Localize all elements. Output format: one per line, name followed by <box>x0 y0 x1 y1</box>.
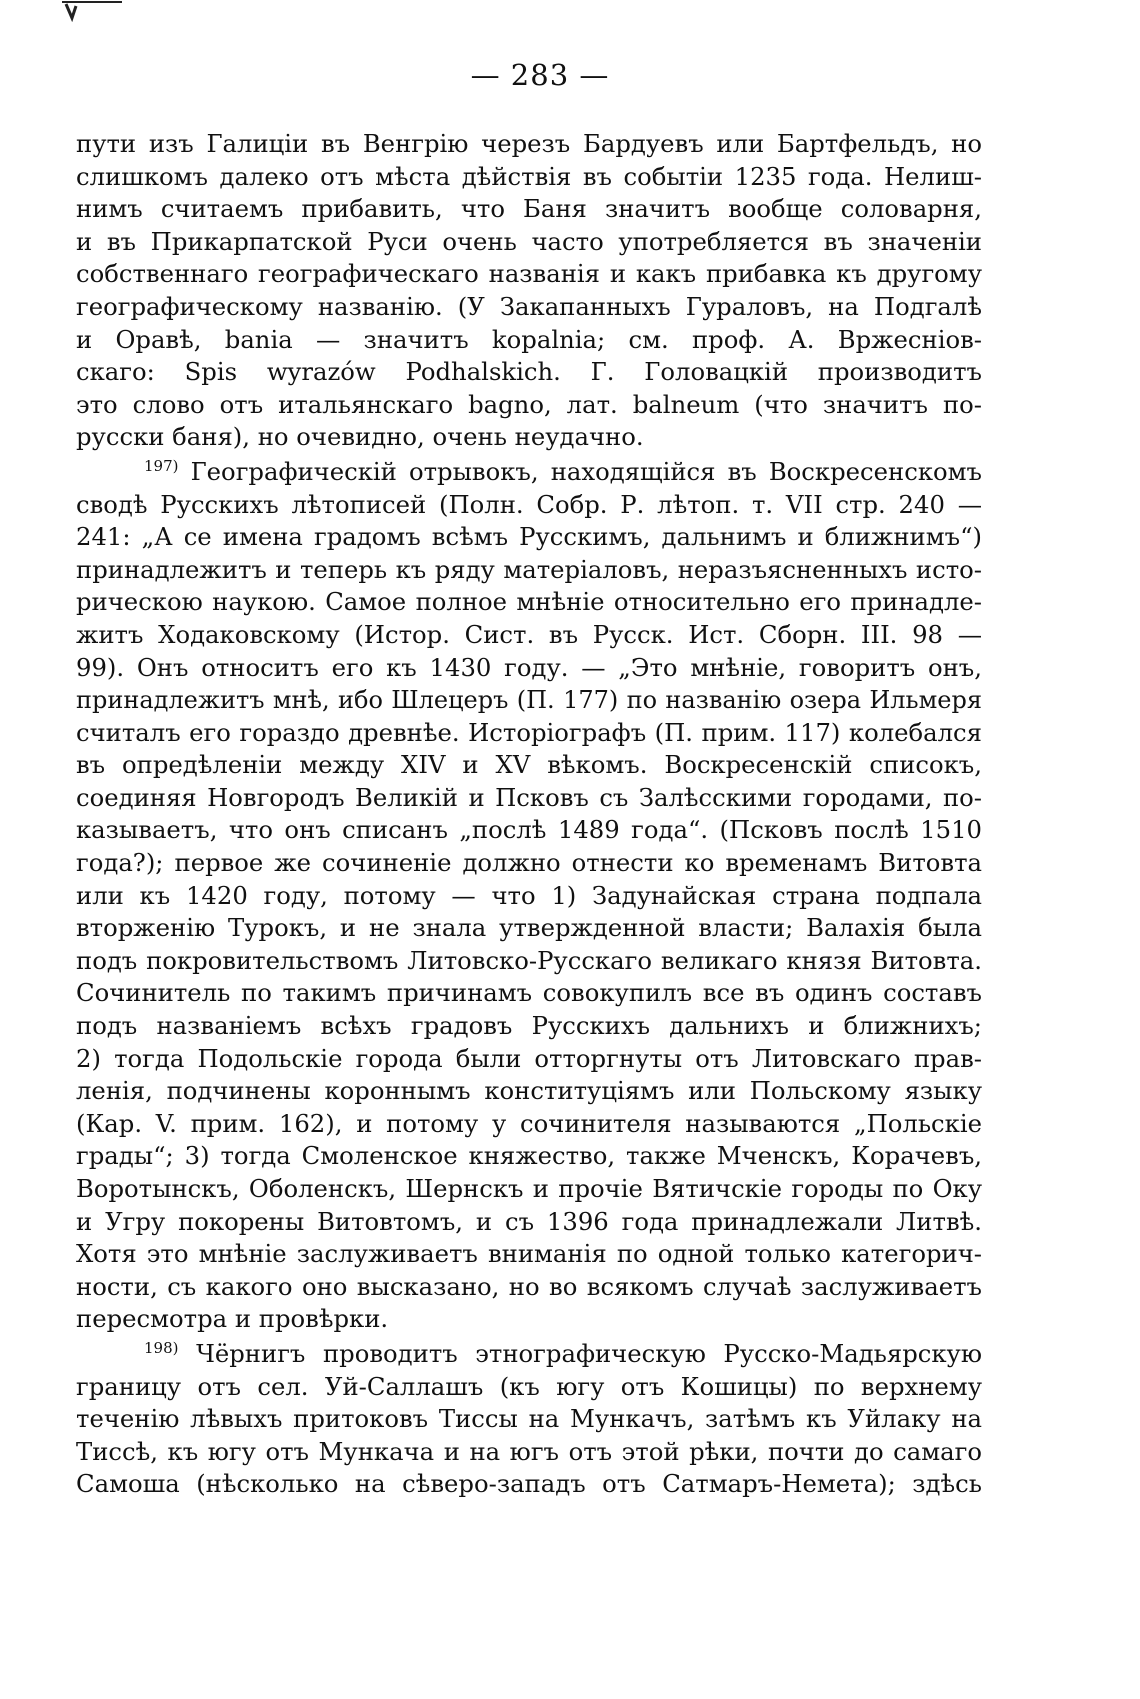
text-line: 99). Онъ относитъ его къ 1430 году. — „Это мнѣніе, говоритъ онъ, <box>76 652 982 682</box>
text-line: Хотя это мнѣніе заслуживаетъ вниманія по одной только категорич- <box>76 1239 982 1269</box>
text-line: житъ Ходаковскому (Истор. Сист. въ Русск. Ист. Сборн. III. 98 — <box>76 619 982 649</box>
text-line: ленія, подчинены короннымъ конституціямъ или Польскому языку <box>76 1076 982 1106</box>
text-line: географическому названію. (У Закапанныхъ Гураловъ, на Подгалѣ <box>76 291 982 321</box>
text-line: (Кар. V. прим. 162), и потому у сочинителя называются „Польскіе <box>76 1108 982 1138</box>
text-line: считалъ его гораздо древнѣе. Исторіографъ (П. прим. 117) колебался <box>76 717 982 747</box>
text-line: 241: „А се имена градомъ всѣмъ Русскимъ, дальнимъ и ближнимъ“) <box>76 522 982 552</box>
text-line: казываетъ, что онъ списанъ „послѣ 1489 года“. (Псковъ послѣ 1510 <box>76 815 982 845</box>
footnote-197 <box>76 456 982 1336</box>
page-number: — 283 — <box>470 58 610 92</box>
text-line: грады“; 3) тогда Смоленское княжество, также Мченскъ, Корачевъ, <box>76 1141 982 1171</box>
text-line: и Угру покорены Витовтомъ, и съ 1396 года принадлежали Литвѣ. <box>76 1206 982 1236</box>
text-line: Воротынскъ, Оболенскъ, Шернскъ и прочіе Вятичскіе городы по Оку <box>76 1174 982 1203</box>
footnote-first-line <box>76 456 982 489</box>
text-line: подъ покровительствомъ Литовско-Русскаго великаго князя Витовта. <box>76 945 982 975</box>
text-line: года?); первое же сочиненіе должно отнести ко временамъ Витовта <box>76 848 982 878</box>
text-line: границу отъ сел. Уй-Саллашъ (къ югу отъ Кошицы) по верхнему <box>76 1371 982 1401</box>
footnote-text: Чёрнигъ проводитъ этнографическую Русско-Мадьярскую <box>196 1338 982 1368</box>
text-line: скаго: Spis wyrazów Podhalskich. Г. Головацкій производитъ <box>76 357 982 387</box>
text-line: принадлежитъ мнѣ, ибо Шлецеръ (П. 177) по названію озера Ильмеря <box>76 686 982 715</box>
footnote-198 <box>76 1338 982 1501</box>
text-line: подъ названіемъ всѣхъ градовъ Русскихъ дальнихъ и ближнихъ; <box>76 1011 982 1041</box>
text-line: ности, съ какого оно высказано, но во всякомъ случаѣ заслуживаетъ <box>76 1271 982 1301</box>
text-line: вторженію Турокъ, и не знала утвержденной власти; Валахія была <box>76 913 982 943</box>
text-line: и Оравѣ, bania — значитъ kopalnia; см. проф. А. Вржесніов- <box>76 324 982 354</box>
footnote-marker: 197) <box>144 456 179 475</box>
text-line: слишкомъ далеко отъ мѣста дѣйствія въ событіи 1235 года. Нелиш- <box>76 161 982 191</box>
text-line: теченію лѣвыхъ притоковъ Тиссы на Мункачъ, затѣмъ къ Уйлаку на <box>76 1404 982 1434</box>
text-line: пути изъ Галиціи въ Венгрію черезъ Бардуевъ или Бартфельдъ, но <box>76 129 982 158</box>
text-line: Тиссѣ, къ югу отъ Мункача и на югъ отъ этой рѣки, почти до самаго <box>76 1436 982 1466</box>
text-line: соединяя Новгородъ Великій и Псковъ съ Залѣсскими городами, по- <box>76 782 982 812</box>
text-line: это слово отъ итальянскаго bagno, лат. balneum (что значитъ по- <box>76 389 982 419</box>
footnote-first-line <box>76 1338 982 1371</box>
text-line: Самоша (нѣсколько на сѣверо-западъ отъ Сатмаръ-Немета); здѣсь <box>76 1469 982 1499</box>
page-body <box>76 128 982 1501</box>
text-line: 2) тогда Подольскіе города были отторгнуты отъ Литовскаго прав- <box>76 1043 982 1073</box>
footnote-text: Географическій отрывокъ, находящійся въ Воскресенскомъ <box>190 456 982 486</box>
text-line: рическою наукою. Самое полное мнѣніе относительно его принадле- <box>76 587 982 617</box>
text-line: русски баня), но очевидно, очень неудачно. <box>76 422 644 452</box>
footnote-marker: 198) <box>144 1338 179 1357</box>
text-line: или къ 1420 году, потому — что 1) Задунайская страна подпала <box>76 880 982 910</box>
text-line: пересмотра и провѣрки. <box>76 1304 389 1334</box>
paragraph-continuation <box>76 128 982 454</box>
text-line: собственнаго географическаго названія и какъ прибавка къ другому <box>76 259 982 289</box>
text-line: сводѣ Русскихъ лѣтописей (Полн. Собр. Р. лѣтоп. т. VII стр. 240 — <box>76 489 982 519</box>
text-line: Сочинитель по такимъ причинамъ совокупилъ все въ одинъ составъ <box>76 978 982 1008</box>
text-line: принадлежитъ и теперь къ ряду матеріаловъ, неразъясненныхъ исто- <box>76 554 982 584</box>
corner-ink-mark <box>60 0 130 22</box>
text-line: нимъ считаемъ прибавить, что Баня значитъ вообще соловарня, <box>76 194 982 224</box>
text-line: и въ Прикарпатской Руси очень часто употребляется въ значеніи <box>76 226 982 256</box>
text-line: въ опредѣленіи между XIV и XV вѣкомъ. Воскресенскій списокъ, <box>76 750 982 780</box>
